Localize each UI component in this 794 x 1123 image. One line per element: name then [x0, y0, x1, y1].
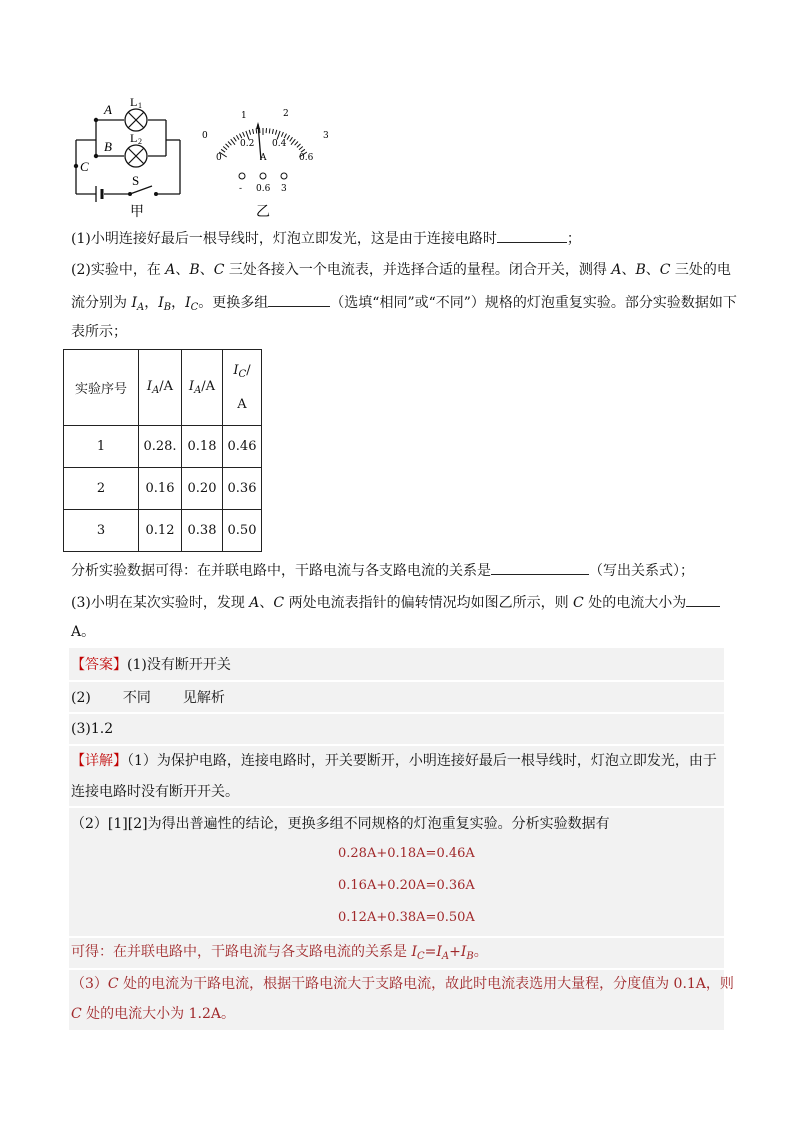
label-a: A — [104, 102, 112, 117]
equation-1: 0.28A+0.18A=0.46A — [338, 846, 475, 861]
q2-sub: A — [136, 302, 145, 313]
answer-2-value-2: 见解析 — [182, 690, 225, 706]
q2-var: B — [635, 262, 646, 278]
table-header-row — [64, 350, 262, 426]
detail-p2-line-1: （2）[1][2]为得出普遍性的结论，更换多组不同规格的灯泡重复实验。分析实验数据有 — [71, 816, 610, 832]
q2-text: 流分别为 — [71, 295, 132, 311]
ammeter-tick — [281, 132, 283, 137]
figure-caption-jia: 甲 — [130, 204, 144, 220]
label-l2: L — [130, 131, 138, 145]
table-cell: 0.36 — [223, 468, 262, 510]
label-b: B — [104, 139, 112, 154]
equation-2: 0.16A+0.20A=0.36A — [338, 878, 475, 893]
var: I — [436, 944, 442, 960]
ammeter-tick — [269, 129, 270, 134]
ammeter-tick — [275, 130, 276, 135]
unit: /A — [159, 379, 174, 394]
sub: A — [441, 951, 450, 962]
detail-text: 。 — [473, 944, 488, 960]
terminal-3: 3 — [281, 184, 287, 194]
bottom-scale-04: 0.4 — [272, 139, 287, 149]
sub: A — [194, 385, 202, 396]
ammeter-tick — [301, 149, 305, 152]
table-cell: 3 — [64, 510, 139, 552]
ammeter-tick — [228, 142, 231, 146]
table-cell: 2 — [64, 468, 139, 510]
table-cell: 0.46 — [223, 426, 262, 468]
q2-text: ， — [171, 295, 186, 311]
q2-text: 。更换多组 — [198, 295, 269, 311]
question-2-line-3: 表所示； — [71, 324, 127, 340]
detail-text: 可得：在并联电路中，干路电流与各支路电流的关系是 — [71, 944, 412, 960]
question-1-end: ； — [566, 231, 581, 247]
question-1-text: (1)小明连接好最后一根导线时，灯泡立即发光，这是由于连接电路时 — [71, 231, 497, 247]
ammeter-tick — [295, 142, 298, 146]
label-l1: L — [130, 96, 138, 109]
detail-p1-line-1 — [71, 751, 717, 771]
q2-text: 、 — [621, 262, 636, 278]
table-header-ic — [223, 350, 262, 426]
q2-var: C — [659, 262, 671, 278]
ammeter-tick — [240, 134, 242, 139]
figure-caption-yi: 乙 — [256, 204, 270, 220]
detail-p1-line-2: 连接电路时没有断开开关。 — [71, 784, 239, 800]
ammeter-tick — [272, 129, 273, 134]
bottom-scale-0: 0 — [216, 153, 222, 163]
q2-text: 、 — [199, 262, 214, 278]
detail-label: 【详解】 — [71, 753, 127, 769]
detail-p3-line-2 — [71, 1004, 235, 1024]
q2-text: 、 — [175, 262, 190, 278]
terminal-06: 0.6 — [256, 184, 271, 194]
sub: B — [466, 951, 474, 962]
ammeter-tick — [231, 139, 235, 145]
table-row — [64, 426, 262, 468]
q3-text: 、 — [259, 595, 274, 611]
sub: C — [416, 951, 425, 962]
table-cell: 0.16 — [139, 468, 182, 510]
q2-text: ， — [144, 295, 159, 311]
ammeter-tick — [243, 132, 245, 137]
table-cell: 1 — [64, 426, 139, 468]
ammeter-tick — [249, 130, 250, 135]
ammeter-tick — [223, 147, 227, 150]
table-cell: 0.28. — [139, 426, 182, 468]
ammeter-tick — [226, 144, 230, 148]
ammeter-tick — [253, 129, 254, 134]
answer-2-value-1: 不同 — [122, 690, 151, 706]
op: = — [424, 944, 437, 960]
q2-var: A — [165, 262, 176, 278]
data-table — [63, 349, 262, 552]
q3-var: C — [273, 595, 285, 611]
top-scale-1: 1 — [241, 111, 247, 121]
sub: C — [238, 368, 247, 380]
var: C — [71, 1006, 82, 1022]
ammeter-unit: A — [260, 153, 267, 163]
q3-text: 两处电流表指针的偏转情况均如图乙所示，则 — [284, 595, 574, 611]
bottom-scale-06: 0.6 — [299, 153, 314, 163]
unit: /A — [201, 379, 216, 394]
q2-text: （选填“相同”或“不同”）规格的灯泡重复实验。部分实验数据如下 — [330, 295, 737, 311]
q2-var: I — [131, 295, 137, 311]
q3-text: (3)小明在某次实验时，发现 — [71, 595, 250, 611]
ammeter-tick — [221, 149, 225, 152]
detail-text: 处的电流为干路电流，根据干路电流大于支路电流，故此时电流表选用大量程，分度值为 0.1A，则 — [118, 976, 734, 992]
detail-text: （1）为保护电路，连接电路时，开关要断开，小明连接好最后一根导线时，灯泡立即发光，由于 — [127, 753, 717, 769]
question-2-line-2 — [71, 292, 737, 318]
analysis-line — [71, 560, 694, 581]
q2-text: 三处的电 — [670, 262, 731, 278]
q3-text: 处的电流大小为 — [583, 595, 687, 611]
answer-blank-1[interactable] — [497, 228, 567, 243]
table-row — [64, 510, 262, 552]
ammeter-tick — [297, 144, 301, 148]
answer-2-num: (2) — [71, 690, 91, 706]
var: C — [107, 976, 119, 992]
ammeter-tick — [236, 135, 239, 139]
top-scale-3: 3 — [323, 131, 329, 141]
q2-text: 三处各接入一个电流表，并选择合适的量程。闭合开关，测得 — [224, 262, 612, 278]
table-cell: 0.18 — [182, 426, 223, 468]
ammeter-tick — [299, 147, 303, 150]
table-cell: 0.20 — [182, 468, 223, 510]
question-2-line-1 — [71, 260, 731, 280]
q3-var: C — [573, 595, 584, 611]
answer-blank-4[interactable] — [686, 592, 720, 607]
table-row — [64, 468, 262, 510]
bulb-l2-icon — [125, 145, 147, 167]
ammeter-tick — [256, 129, 257, 134]
answer-blank-3[interactable] — [491, 560, 589, 575]
table-cell: 0.38 — [182, 510, 223, 552]
q2-var: C — [213, 262, 225, 278]
op: + — [449, 944, 461, 960]
ammeter-tick — [290, 137, 293, 141]
terminal-neg: - — [239, 184, 243, 194]
bottom-scale-02: 0.2 — [240, 139, 255, 149]
ammeter-tick — [291, 139, 295, 145]
table-header-ib — [182, 350, 223, 426]
label-s: S — [132, 173, 140, 188]
var: I — [188, 379, 195, 394]
label-c: C — [80, 159, 89, 174]
unit: A — [237, 396, 247, 412]
q2-var: I — [185, 295, 191, 311]
slash: / — [246, 362, 251, 378]
q2-text: (2)实验中，在 — [71, 262, 166, 278]
var: I — [233, 362, 239, 378]
bulb-l1-icon — [125, 109, 147, 131]
q2-text: 、 — [645, 262, 660, 278]
question-1 — [71, 228, 581, 249]
var: I — [146, 379, 153, 394]
answer-1: (1)没有断开开关 — [127, 657, 231, 673]
q2-sub: B — [163, 302, 172, 313]
answer-label: 【答案】 — [71, 657, 127, 673]
answer-band — [69, 714, 724, 744]
analysis-text: 分析实验数据可得：在并联电路中，干路电流与各支路电流的关系是 — [71, 563, 491, 579]
q3-var: A — [249, 595, 260, 611]
table-cell: 0.12 — [139, 510, 182, 552]
equation-3: 0.12A+0.38A=0.50A — [338, 910, 475, 925]
table-header-ia — [139, 350, 182, 426]
table-cell: 0.50 — [223, 510, 262, 552]
var: I — [460, 944, 467, 960]
ammeter-tick — [234, 137, 237, 141]
answer-blank-2[interactable] — [268, 292, 330, 307]
table-header-index: 实验序号 — [64, 350, 139, 426]
q2-var: I — [158, 295, 164, 311]
answer-line-1 — [71, 655, 231, 675]
detail-text: 处的电流大小为 1.2A。 — [81, 1006, 235, 1022]
top-scale-0: 0 — [202, 131, 208, 141]
sub: A — [152, 385, 160, 396]
answer-line-3: (3)1.2 — [71, 721, 114, 737]
analysis-end: （写出关系式）； — [589, 563, 694, 579]
label-l1-sub: 1 — [138, 101, 142, 110]
q2-var: B — [189, 262, 200, 278]
ammeter-tick — [287, 135, 290, 139]
circuit-diagram — [70, 96, 190, 220]
question-3-line-1 — [71, 592, 720, 613]
q2-var: A — [611, 262, 622, 278]
top-scale-2: 2 — [283, 109, 289, 119]
q2-sub: C — [190, 302, 199, 313]
detail-text: （3） — [71, 976, 108, 992]
ammeter-tick — [284, 134, 286, 139]
ammeter-dial — [198, 102, 338, 220]
var: I — [411, 944, 417, 960]
question-3-line-2: A。 — [71, 624, 96, 640]
label-l2-sub: 2 — [138, 137, 142, 146]
answer-line-2 — [71, 688, 225, 708]
detail-conclusion — [71, 942, 488, 967]
detail-p3-line-1 — [71, 974, 734, 994]
